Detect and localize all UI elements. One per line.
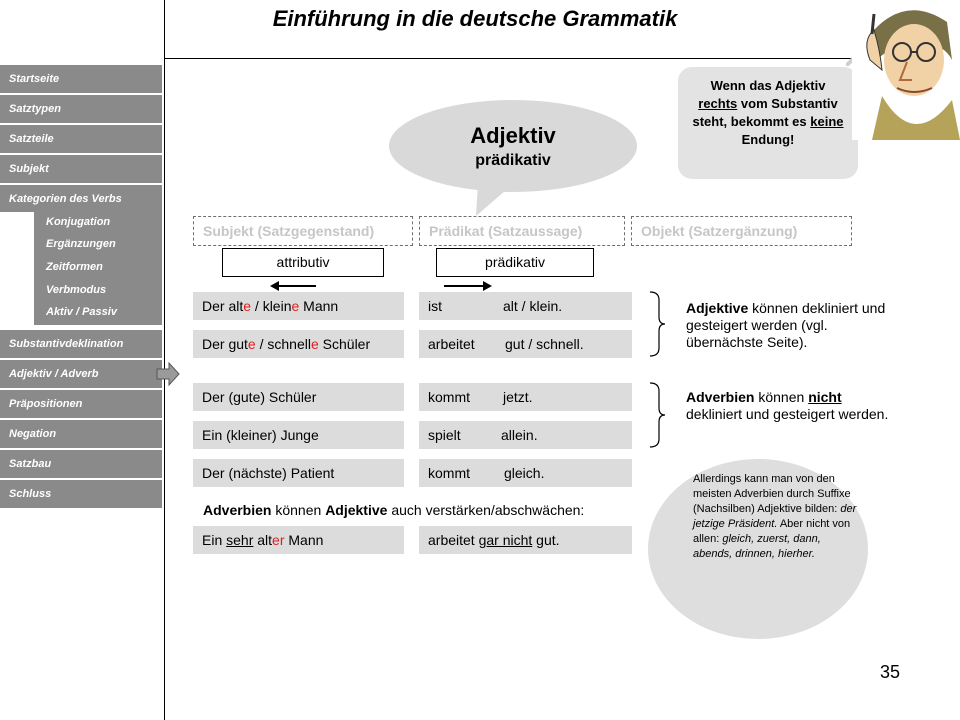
- nav-substantivdeklination[interactable]: Substantivdeklination: [0, 330, 162, 358]
- label-attributiv: attributiv: [222, 248, 384, 277]
- bubble-subtitle: prädikativ: [475, 152, 551, 169]
- table-row-2-praedikat: [419, 330, 632, 358]
- nav-startseite[interactable]: Startseite: [0, 65, 162, 93]
- nav-kategorien-des-verbs[interactable]: Kategorien des Verbs: [9, 193, 122, 205]
- table-row-6-praedikat: [419, 526, 632, 554]
- note-bold: Adjektive: [686, 300, 749, 316]
- cell-text: / klein: [251, 298, 292, 314]
- page-title: Einführung in die deutsche Grammatik: [272, 6, 678, 31]
- cell-verb: kommt: [428, 465, 470, 481]
- cell-underlined: sehr: [226, 532, 254, 548]
- note-text: können dekliniert und gesteigert werden (vgl. übernächste Seite).: [686, 300, 886, 350]
- header-subjekt: Subjekt (Satzgegenstand): [193, 216, 413, 246]
- cell-verb: arbeitet: [428, 336, 475, 352]
- arrow-left-icon: [270, 279, 320, 293]
- cell-text: Ein: [202, 532, 227, 548]
- nav-praepositionen[interactable]: Präpositionen: [0, 390, 162, 418]
- ending-highlight: e: [310, 336, 319, 352]
- note-emphasis-keine: keine: [810, 114, 844, 129]
- bubble-title: Adjektiv: [470, 123, 556, 148]
- nav-adjektiv-adverb[interactable]: Adjektiv / Adverb: [0, 360, 162, 388]
- cell-text: Schüler: [318, 336, 371, 352]
- cell-predicate: gleich.: [504, 465, 545, 481]
- page-number: 35: [880, 662, 901, 682]
- cell-predicate: allein.: [501, 427, 538, 443]
- nav-schluss[interactable]: Schluss: [0, 480, 162, 508]
- current-page-arrow-icon: [156, 362, 180, 386]
- nav-ergaenzungen[interactable]: Ergänzungen: [46, 238, 116, 250]
- note-text: vom Substantiv steht, bekommt es: [692, 96, 838, 129]
- note-text: Wenn das Adjektiv: [710, 78, 826, 93]
- adjektive-note: [686, 300, 896, 351]
- ellipse-text: Allerdings kann man von den meisten Adverbien durch Suffixe (Nachsilben) Adjektive bilden:: [693, 473, 851, 515]
- nav-negation[interactable]: Negation: [0, 420, 162, 448]
- rule-note: [678, 67, 858, 179]
- ellipse-example: gleich, zuerst, dann, abends, drinnen, hierher.: [693, 533, 821, 560]
- nav-satzteile[interactable]: Satzteile: [0, 125, 162, 153]
- note-text: dekliniert und gesteigert werden.: [686, 406, 889, 422]
- ending-highlight: e: [291, 298, 300, 314]
- note-text: Endung!: [741, 132, 795, 147]
- nav-indent-spacer: [0, 212, 34, 325]
- nav-satzbau[interactable]: Satzbau: [0, 450, 162, 478]
- label-praedikativ: prädikativ: [436, 248, 594, 277]
- cell-text: Mann: [299, 298, 339, 314]
- nav-group-kategorien: [0, 185, 162, 325]
- cell-verb: spielt: [428, 427, 461, 443]
- cell-text: arbeitet: [428, 532, 479, 548]
- ellipse-example: der jetzige Präsident.: [693, 503, 857, 530]
- note-emphasis-rechts: rechts: [698, 96, 738, 111]
- adverb-sentence: [203, 502, 584, 519]
- sentence-bold: Adjektive: [325, 502, 388, 518]
- cell-predicate: alt / klein.: [503, 298, 563, 314]
- brace-adjektive-icon: [648, 290, 666, 358]
- ending-highlight: e: [243, 298, 252, 314]
- header-divider: [164, 58, 854, 59]
- table-row-1-subjekt: [193, 292, 404, 320]
- cell-text: alt: [253, 532, 273, 548]
- sentence-text: können: [271, 502, 326, 518]
- ending-highlight: e: [247, 336, 256, 352]
- cell-text: / schnell: [255, 336, 311, 352]
- table-row-2-subjekt: [193, 330, 404, 358]
- header-objekt: Objekt (Satzergänzung): [631, 216, 852, 246]
- cell-verb: ist: [428, 298, 442, 314]
- cell-text: Der gut: [202, 336, 248, 352]
- table-row-3-subjekt: Der (gute) Schüler: [193, 383, 404, 411]
- table-row-4-praedikat: [419, 421, 632, 449]
- table-row-1-praedikat: [419, 292, 632, 320]
- cell-text: Der alt: [202, 298, 244, 314]
- sentence-bold: Adverbien: [203, 502, 272, 518]
- nav-konjugation[interactable]: Konjugation: [46, 216, 111, 228]
- cell-verb: kommt: [428, 389, 470, 405]
- cell-underlined: gar nicht: [478, 532, 533, 548]
- cell-predicate: gut / schnell.: [505, 336, 584, 352]
- note-emphasis-nicht: nicht: [808, 389, 842, 405]
- table-row-5-subjekt: Der (nächste) Patient: [193, 459, 404, 487]
- ellipse-text: Aber nicht von allen:: [693, 518, 851, 545]
- nav-verbmodus[interactable]: Verbmodus: [46, 284, 107, 296]
- adverbien-note: [686, 389, 896, 423]
- sidebar-divider: [164, 0, 165, 720]
- adverb-exception-text: [693, 472, 858, 562]
- ending-highlight: er: [272, 532, 285, 548]
- nav-satztypen[interactable]: Satztypen: [0, 95, 162, 123]
- arrow-right-icon: [442, 279, 492, 293]
- table-row-3-praedikat: [419, 383, 632, 411]
- nav-zeitformen[interactable]: Zeitformen: [46, 261, 103, 273]
- note-text: können: [754, 389, 809, 405]
- sentence-text: auch verstärken/abschwächen:: [387, 502, 585, 518]
- brace-adverbien-icon: [648, 381, 666, 449]
- nav-subjekt[interactable]: Subjekt: [0, 155, 162, 183]
- nav-aktiv-passiv[interactable]: Aktiv / Passiv: [46, 306, 117, 318]
- header-praedikat: Prädikat (Satzaussage): [419, 216, 625, 246]
- note-bold: Adverbien: [686, 389, 755, 405]
- table-row-5-praedikat: [419, 459, 632, 487]
- cell-text: gut.: [532, 532, 560, 548]
- table-row-6-subjekt: [193, 526, 404, 554]
- cell-text: Mann: [284, 532, 324, 548]
- table-row-4-subjekt: Ein (kleiner) Junge: [193, 421, 404, 449]
- cell-predicate: jetzt.: [503, 389, 533, 405]
- professor-illustration: [852, 0, 960, 140]
